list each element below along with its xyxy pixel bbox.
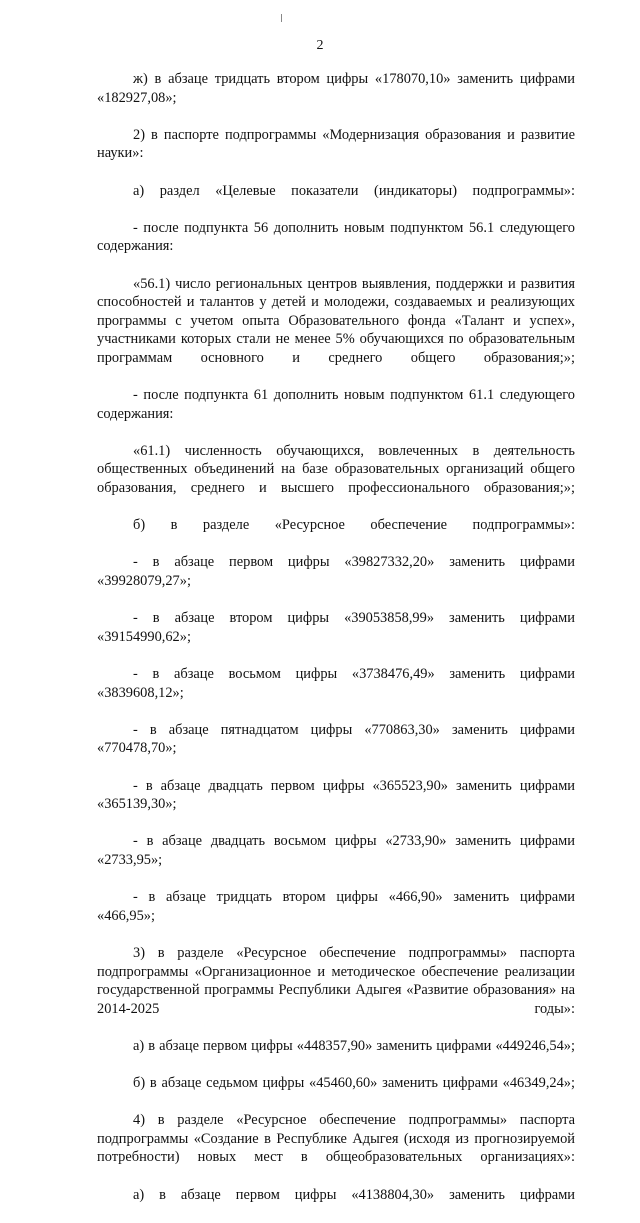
- page-number: 2: [316, 38, 324, 53]
- paragraph: - в абзаце пятнадцатом цифры «770863,30» заменить цифрами «770478,70»;: [97, 721, 575, 757]
- paragraph: б) в разделе «Ресурсное обеспечение подпрограммы»:: [133, 517, 575, 534]
- paragraph: ж) в абзаце тридцать втором цифры «178070,10» заменить цифрами «182927,08»;: [97, 71, 575, 106]
- paragraph: - после подпункта 56 дополнить новым подпунктом 56.1 следующего содержания:: [97, 219, 575, 255]
- paragraph: - после подпункта 61 дополнить новым подпунктом 61.1 следующего содержания:: [97, 387, 575, 422]
- paragraph: а) в абзаце первом цифры «4138804,30» заменить цифрами: [133, 1186, 575, 1203]
- paragraph: - в абзаце двадцать первом цифры «365523,90» заменить цифрами «365139,30»;: [97, 777, 575, 813]
- document-body: [97, 70, 575, 1223]
- paragraph: - в абзаце первом цифры «39827332,20» заменить цифрами «39928079,27»;: [97, 554, 575, 590]
- paragraph: - в абзаце восьмом цифры «3738476,49» заменить цифрами «3839608,12»;: [97, 666, 575, 701]
- paragraph: «61.1) численность обучающихся, вовлеченных в деятельность общественных объединений на базе образовательных организаций общего образования, среднего и высшего профессионального образования;»;: [97, 442, 575, 497]
- paragraph: 3) в разделе «Ресурсное обеспечение подпрограммы» паспорта подпрограммы «Организационное и методическое обеспечение реализации государственной программы Республики Адыгея «Развитие образования» на 2014-2025 годы»:: [97, 944, 575, 1017]
- paragraph: - в абзаце двадцать восьмом цифры «2733,90» заменить цифрами «2733,95»;: [97, 833, 575, 868]
- paragraph: 4) в разделе «Ресурсное обеспечение подпрограммы» паспорта подпрограммы «Создание в Республике Адыгея (исходя из прогнозируемой потребности) новых мест в общеобразовательных организациях»:: [97, 1112, 575, 1166]
- paragraph: - в абзаце втором цифры «39053858,99» заменить цифрами «39154990,62»;: [97, 610, 575, 645]
- paragraph: а) в абзаце первом цифры «448357,90» заменить цифрами «449246,54»;: [133, 1037, 575, 1054]
- scan-mark: [281, 14, 282, 22]
- paragraph: 2) в паспорте подпрограммы «Модернизация образования и развитие науки»:: [97, 126, 575, 162]
- paragraph: а) раздел «Целевые показатели (индикаторы) подпрограммы»:: [133, 182, 575, 199]
- paragraph: - в абзаце тридцать втором цифры «466,90» заменить цифрами «466,95»;: [97, 889, 575, 924]
- paragraph: «56.1) число региональных центров выявления, поддержки и развития способностей и талантов у детей и молодежи, создаваемых и реализующих программы с учетом опыта Образовательного фонда «Талант и успех», участниками которых стали не менее 5% обучающихся по образовательным программам основного и среднего общего образования;»;: [97, 275, 575, 366]
- paragraph: б) в абзаце седьмом цифры «45460,60» заменить цифрами «46349,24»;: [133, 1075, 575, 1092]
